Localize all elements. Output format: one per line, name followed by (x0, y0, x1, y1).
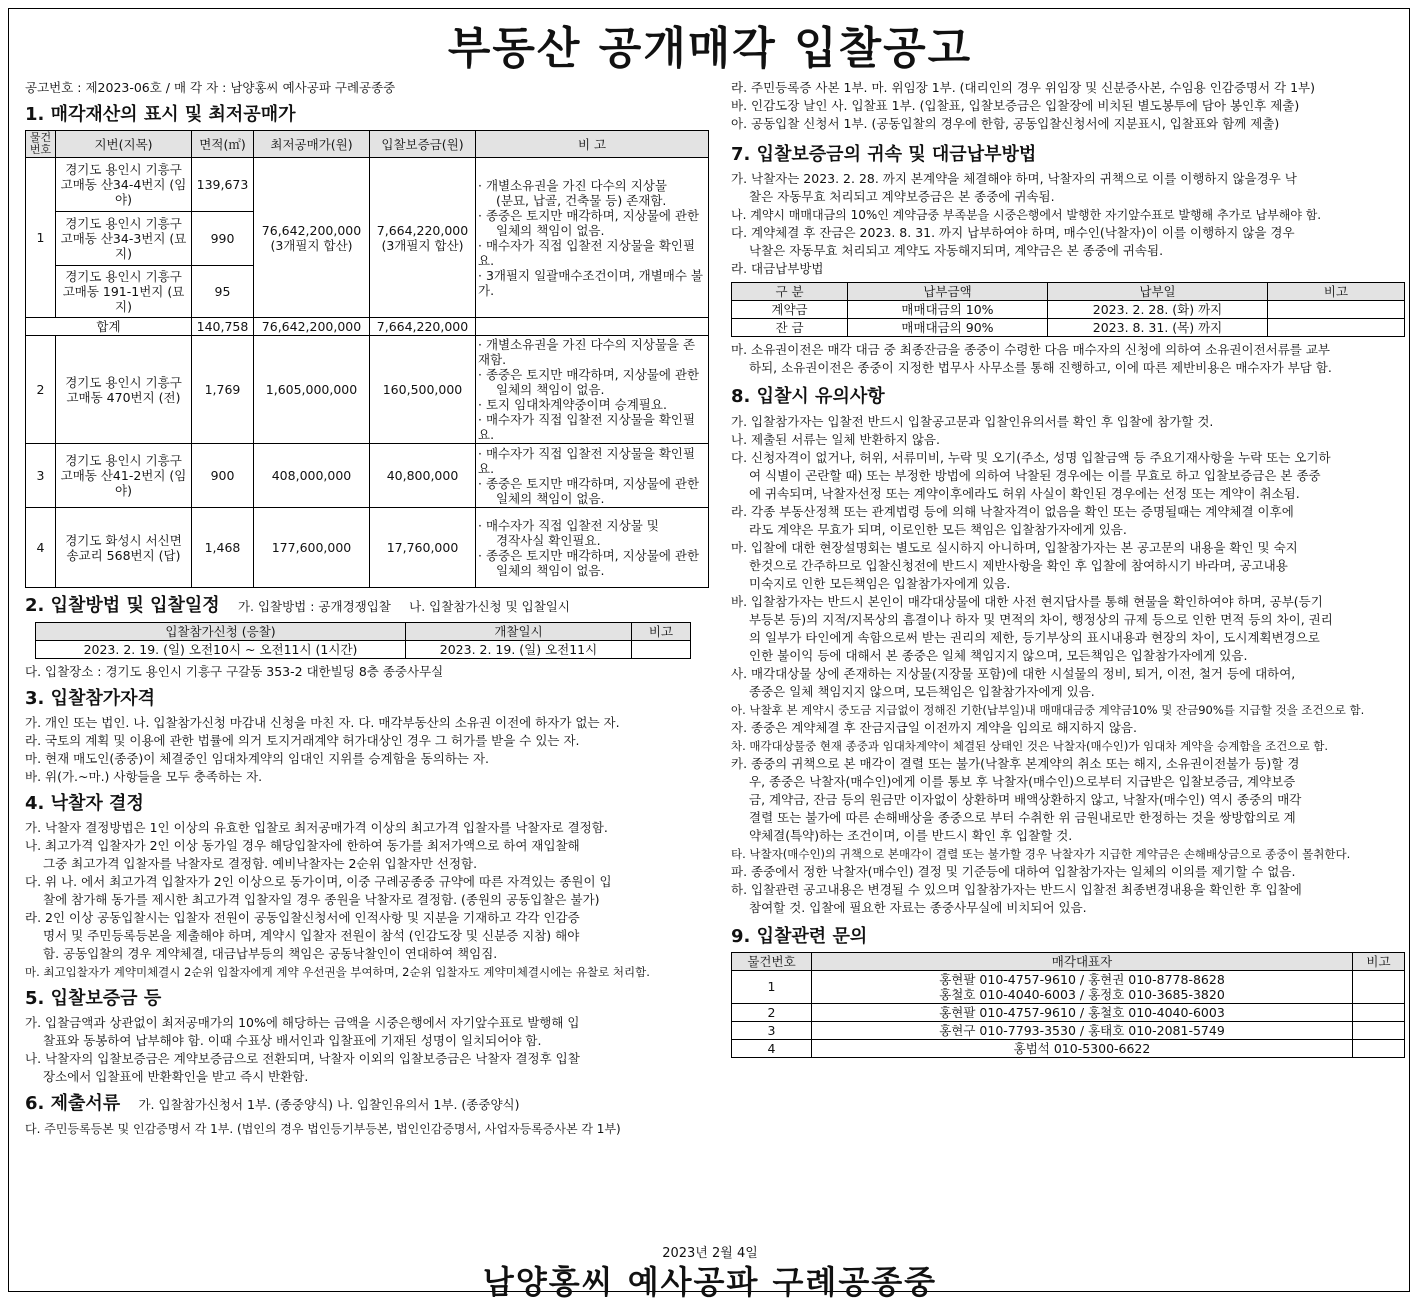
issuer-name: 남양홍씨 예사공파 구례공종중 (482, 1263, 938, 1301)
bid-method: 가. 입찰방법 : 공개경쟁입찰 (237, 599, 391, 615)
table-row (26, 336, 709, 444)
property-table-header (26, 131, 709, 158)
text-line: 마. 소유권이전은 매각 대금 중 최종잔금을 종중이 수령한 다음 매수자의 신청에 의하여 소유권이전서류를 교부 (731, 342, 1331, 358)
bid-schedule-table (35, 622, 691, 659)
item-no: 2 (26, 336, 56, 444)
text-line: 다. 신청자격이 없거나, 허위, 서류미비, 누락 및 오기(주소, 성명 입찰금액 등 주요기재사항을 누락 또는 오기하 (731, 449, 1331, 465)
text-line: 타. 낙찰자(매수인)의 귀책으로 본매각이 결렬 또는 불가할 경우 낙찰자가 지급한 계약금은 손해배상금으로 종중이 몰취한다. (731, 846, 1351, 861)
header-item-no: 물건번호 (26, 131, 56, 158)
note-line: · 종중은 토지만 매각하며, 지상물에 관한 (478, 475, 700, 491)
remark (632, 640, 691, 658)
lot-area: 1,769 (192, 336, 254, 444)
deposit: 40,800,000 (370, 444, 476, 508)
item-no: 2 (732, 1003, 812, 1021)
table-row (732, 301, 1405, 319)
amount: 매매대금의 10% (848, 301, 1048, 319)
text-line: 자. 종중은 계약체결 후 잔금지급일 이전까지 계약을 임의로 해지하지 않음. (731, 719, 1137, 735)
section-3-heading: 3. 입찰참가자격 (25, 687, 155, 709)
text-line: 종중은 일체 책임지지 않으며, 모든책임은 입찰참가자에게 있음. (749, 683, 1095, 699)
text-line: 마. 현재 매도인(종중)이 체결중인 임대차계약의 임대인 지위를 승계함을 동의하는 자. (25, 750, 490, 766)
note-line: (분묘, 납골, 건축물 등) 존재함. (496, 192, 667, 208)
header-representative: 매각대표자 (812, 952, 1353, 970)
text-line: 그중 최고가격 입찰자를 낙찰자로 결정함. 예비낙찰자는 2순위 입찰자만 선정함. (43, 856, 478, 872)
note-line: · 종중은 토지만 매각하며, 지상물에 관한 (478, 547, 700, 563)
text-line: 미숙지로 인한 모든책임은 입찰참가자에게 있음. (749, 575, 1011, 591)
text-line: 마. 입찰에 대한 현장설명회는 별도로 실시하지 아니하며, 입찰참가자는 본 공고문의 내용을 확인 및 숙지 (731, 539, 1298, 555)
text-line: 라. 각종 부동산정책 또는 관계법령 등에 의해 낙찰자격이 없음을 확인 또는 증명될때는 계약체결 이후에 (731, 503, 1294, 519)
text-line: 라. 2인 이상 공동입찰시는 입찰자 전원이 공동입찰신청서에 인적사항 및 지분을 기재하고 각각 인감증 (25, 910, 580, 926)
remark (1353, 1039, 1405, 1057)
text-line: 라. 주민등록증 사본 1부. 마. 위임장 1부. (대리인의 경우 위임장 및 신분증사본, 수임용 인감증명서 각 1부) (731, 80, 1316, 95)
text-line: 마. 최고입찰자가 계약미체결시 2순위 입찰자에게 계약 우선권을 부여하며, 2순위 입찰자도 계약미체결시에는 유찰로 처리함. (25, 965, 650, 980)
text-line: 찰에 참가해 동가를 제시한 최고가격 입찰자일 경우 종원을 낙찰자로 결정함. (종원의 공동입찰은 불가) (43, 892, 600, 908)
note-line: 일체의 책임이 없음. (496, 490, 605, 506)
header-due-date: 납부일 (1048, 283, 1268, 301)
category: 잔 금 (732, 319, 848, 337)
note-line: · 매수자가 직접 입찰전 지상물을 확인필요. (478, 412, 696, 443)
opening-time: 2023. 2. 19. (일) 오전11시 (406, 640, 632, 658)
item-notes (476, 158, 709, 318)
section-9-heading: 9. 입찰관련 문의 (731, 925, 868, 947)
lot-address: 경기도 용인시 기흥구 고매동 산41-2번지 (임야) (56, 444, 192, 508)
lot-area: 139,673 (192, 158, 254, 212)
min-price: 408,000,000 (254, 444, 370, 508)
lot-area: 95 (192, 266, 254, 318)
contact-line: 홍현구 010-7793-3530 / 홍태호 010-2081-5749 (939, 1022, 1225, 1038)
note-line: · 매수자가 직접 입찰전 지상물을 확인필요. (478, 445, 696, 476)
text-line: 차. 매각대상물중 현재 종중과 임대차계약이 체결된 상태인 것은 낙찰자(매수인)가 임대차 계약을 승계함을 조건으로 함. (731, 738, 1329, 753)
text-line: 가. 입찰참가자는 입찰전 반드시 입찰공고문과 입찰인유의서를 확인 후 입찰에 참가할 것. (731, 413, 1214, 429)
text-line: 찰은 자동무효 처리되고 계약보증금은 본 종중에 귀속됨. (749, 189, 1055, 205)
total-price: 76,642,200,000 (254, 318, 370, 336)
lot-address: 경기도 용인시 기흥구 고매동 470번지 (전) (56, 336, 192, 444)
contacts (812, 1003, 1353, 1021)
deposit: 17,760,000 (370, 508, 476, 588)
text-line: 결렬 또는 불가에 따른 손해배상을 종중으로 부터 수취한 위 금원내로만 한정하는 것을 쌍방합의로 계 (749, 809, 1296, 825)
item-no: 3 (732, 1021, 812, 1039)
amount: 매매대금의 90% (848, 319, 1048, 337)
text-line: 여 식별이 곤란할 때) 또는 부정한 방법에 의하여 낙찰된 경우에는 이를 무효로 하고 입찰보증금은 본 종중 (749, 467, 1321, 483)
min-price: 1,605,000,000 (254, 336, 370, 444)
remark (1353, 1021, 1405, 1039)
header-remark: 비고 (632, 622, 691, 640)
note-line: · 매수자가 직접 입찰전 지상물 및 (478, 517, 659, 533)
item-no: 4 (732, 1039, 812, 1057)
header-item-no: 물건번호 (732, 952, 812, 970)
lot-area: 990 (192, 212, 254, 266)
payment-table-header (732, 283, 1405, 301)
bid-place: 다. 입찰장소 : 경기도 용인시 기흥구 구갈동 353-2 대한빌딩 8층 종중사무실 (25, 663, 444, 679)
contacts (812, 1021, 1353, 1039)
text-line: 가. 입찰금액과 상관없이 최저공매가의 10%에 해당하는 금액을 시중은행에서 자기앞수표로 발행해 입 (25, 1015, 580, 1031)
text-line: 나. 제출된 서류는 일체 반환하지 않음. (731, 431, 940, 447)
header-remark: 비고 (1353, 952, 1405, 970)
contacts (812, 970, 1353, 1003)
min-price: 76,642,200,000 (3개필지 합산) (254, 158, 370, 318)
lot-address: 경기도 화성시 서신면 송교리 568번지 (답) (56, 508, 192, 588)
header-remark: 비고 (1268, 283, 1405, 301)
notice-frame (8, 8, 1410, 1301)
text-line: 나. 최고가격 입찰자가 2인 이상 동가일 경우 해당입찰자에 한하여 동가를 최저가액으로 하여 재입찰해 (25, 838, 580, 854)
header-application: 입찰참가신청 (응찰) (36, 622, 406, 640)
section-1-heading: 1. 매각재산의 표시 및 최저공매가 (25, 104, 296, 125)
contact-table (731, 952, 1405, 1058)
notice-meta: 공고번호 : 제2023-06호 / 매 각 자 : 남양홍씨 예사공파 구례공종중 (25, 80, 396, 95)
text-line: 인한 불이익 등에 대해서 본 종중은 일체 책임지지 않으며, 모든책임은 입찰참가자에게 있음. (749, 647, 1248, 663)
section-2-title: 2. 입찰방법 및 입찰일정 (25, 595, 220, 617)
header-min-price: 최저공매가(원) (254, 131, 370, 158)
item-notes (476, 444, 709, 508)
item-no: 1 (26, 158, 56, 318)
contacts (812, 1039, 1353, 1057)
lot-area: 900 (192, 444, 254, 508)
total-label: 합계 (26, 318, 192, 336)
remark (1353, 1003, 1405, 1021)
text-line: 바. 인감도장 날인 사. 입찰표 1부. (입찰표, 입찰보증금은 입찰장에 비치된 별도봉투에 담아 봉인후 제출) (731, 98, 1300, 113)
table-row (732, 319, 1405, 337)
category: 계약금 (732, 301, 848, 319)
text-line: 한것으로 간주하므로 입찰신청전에 반드시 제반사항을 확인 후 입찰에 참여하시기 바라며, 공고내용 (749, 557, 1288, 573)
header-area: 면적(㎡) (192, 131, 254, 158)
due-date: 2023. 8. 31. (목) 까지 (1048, 319, 1268, 337)
table-row (732, 970, 1405, 1003)
table-row (26, 508, 709, 588)
header-note: 비 고 (476, 131, 709, 158)
page-title: 부동산 공개매각 입찰공고 (447, 23, 973, 74)
header-amount: 납부금액 (848, 283, 1048, 301)
text-line: 바. 입찰참가자는 반드시 본인이 매각대상물에 대한 사전 현지답사를 통해 현물을 확인하여야 하며, 공부(등기 (731, 593, 1323, 609)
note-line: 일체의 책임이 없음. (496, 222, 605, 238)
text-line: 아. 낙찰후 본 계약시 중도금 지급없이 정해진 기한(납부일)내 매매대금중 계약금10% 및 잔금90%를 지급할 것을 조건으로 함. (731, 702, 1365, 717)
text-line: 함. 공동입찰의 경우 계약체결, 대금납부등의 책임은 공동낙찰인이 연대하여 책임짐. (43, 946, 498, 962)
section-7-heading: 7. 입찰보증금의 귀속 및 대금납부방법 (731, 144, 1037, 165)
table-row (732, 1021, 1405, 1039)
left-column (25, 79, 709, 1138)
remark (1353, 970, 1405, 1003)
section-6-title: 6. 제출서류 (25, 1093, 121, 1115)
note-line: 경작사실 확인필요. (496, 532, 601, 548)
text-line: 가. 낙찰자는 2023. 2. 28. 까지 본계약을 체결해야 하며, 낙찰자의 귀책으로 이를 이행하지 않을경우 낙 (731, 171, 1297, 187)
notice-date: 2023년 2월 4일 (662, 1246, 758, 1261)
text-line: 라. 국토의 계획 및 이용에 관한 법률에 의거 토지거래계약 허가대상인 경우 그 허가를 받을 수 있는 자. (25, 732, 580, 748)
text-line: 바. 위(가.~마.) 사항들을 모두 충족하는 자. (25, 768, 263, 784)
text-line: 명서 및 주민등록등본을 제출해야 하며, 계약시 입찰자 전원이 참석 (인감도장 및 신분증 지참) 해야 (43, 928, 580, 944)
item-no: 3 (26, 444, 56, 508)
note-line: · 토지 임대차계약중이며 승계필요. (478, 397, 667, 413)
section-5-heading: 5. 입찰보증금 등 (25, 988, 162, 1010)
due-date: 2023. 2. 28. (화) 까지 (1048, 301, 1268, 319)
table-row (732, 1003, 1405, 1021)
text-line: 하되, 소유권이전은 종중이 지정한 법무사 사무소를 통해 진행하고, 이에 따른 제반비용은 매수자가 부담 함. (749, 360, 1332, 376)
item-notes (476, 336, 709, 444)
header-deposit: 입찰보증금(원) (370, 131, 476, 158)
lot-address: 경기도 용인시 기흥구 고매동 191-1번지 (묘지) (56, 266, 192, 318)
text-line: 우, 종중은 낙찰자(매수인)에게 이를 통보 후 낙찰자(매수인)으로부터 지급받은 입찰보증금, 계약보증 (749, 773, 1296, 789)
text-line: 장소에서 입찰표에 반환확인을 받고 즉시 반환함. (43, 1069, 309, 1085)
item-notes (476, 508, 709, 588)
text-line: 부등본 등)의 지적/지목상의 흠결이나 하자 및 면적의 차이, 행정상의 규제 등으로 인한 면적 등의 차이, 권리 (749, 611, 1333, 627)
header-lot: 지번(지목) (56, 131, 192, 158)
text-line: 에 귀속되며, 낙찰자선정 또는 계약이후에라도 허위 사실이 확인된 경우에는 선정 또는 계약이 취소됨. (749, 485, 1300, 501)
note-line: · 개별소유권을 가진 다수의 지상물 (478, 177, 667, 193)
table-row (732, 1039, 1405, 1057)
text-line: 다. 계약체결 후 잔금은 2023. 8. 31. 까지 납부하여야 하며, 매수인(낙찰자)이 이를 이행하지 않을 경우 (731, 225, 1295, 241)
text-line: 가. 개인 또는 법인. 나. 입찰참가신청 마감내 신청을 마친 자. 다. 매각부동산의 소유권 이전에 하자가 없는 자. (25, 714, 620, 730)
item-no: 1 (732, 970, 812, 1003)
text-line: 파. 종중에서 정한 낙찰자(매수인) 결정 및 기준등에 대하여 입찰참가자는 일체의 이의를 제기할 수 없음. (731, 863, 1296, 879)
text-line: 나. 계약시 매매대금의 10%인 계약금중 부족분을 시중은행에서 발행한 자기앞수표로 발행해 추가로 납부해야 함. (731, 208, 1322, 223)
bid-schedule-label: 나. 입찰참가신청 및 입찰일시 (409, 599, 570, 615)
total-deposit: 7,664,220,000 (370, 318, 476, 336)
section-4-heading: 4. 낙찰자 결정 (25, 792, 144, 814)
note-line: · 종중은 토지만 매각하며, 지상물에 관한 (478, 207, 700, 223)
text-line: 찰표와 동봉하여 납부해야 함. 이때 수표상 배서인과 입찰표에 기재된 성명이 일치되어야 함. (43, 1033, 542, 1049)
note-line: 일체의 책임이 없음. (496, 562, 605, 578)
lot-area: 1,468 (192, 508, 254, 588)
contact-table-header (732, 952, 1405, 970)
deposit: 160,500,000 (370, 336, 476, 444)
text-line: 카. 종중의 귀책으로 본 매각이 결렬 또는 불가(낙찰후 본계약의 취소 또는 해지, 소유권이전불가 등)할 경 (731, 755, 1300, 771)
documents-a-b: 가. 입찰참가신청서 1부. (종중양식) 나. 입찰인유의서 1부. (종중양식) (138, 1097, 520, 1113)
text-line: 약체결(특약)하는 조건이며, 이를 반드시 확인 후 입찰할 것. (749, 827, 1073, 843)
note-line: · 매수자가 직접 입찰전 지상물을 확인필요. (478, 237, 696, 268)
contact-line: 홍현팔 010-4757-9610 / 홍현권 010-8778-8628 (939, 971, 1225, 987)
text-line: 의 일부가 타인에게 속함으로써 받는 권리의 제한, 등기부상의 표시내용과 현장의 차이, 도시계획변경으로 (749, 629, 1320, 645)
property-table (25, 130, 709, 588)
text-line: 참여할 것. 입찰에 필요한 자료는 종중사무실에 비치되어 있음. (749, 899, 1087, 915)
text-line: 라도 계약은 무효가 되며, 이로인한 모든 책임은 입찰참가자에게 있음. (749, 521, 1127, 537)
remark (1268, 319, 1405, 337)
lot-address: 경기도 용인시 기흥구 고매동 산34-3번지 (묘지) (56, 212, 192, 266)
note-line: · 개별소유권을 가진 다수의 지상물을 존재함. (478, 337, 696, 368)
header-opening: 개찰일시 (406, 622, 632, 640)
contact-line: 홍철호 010-4040-6003 / 홍정호 010-3685-3820 (939, 986, 1225, 1002)
right-column (731, 79, 1405, 1058)
text-line: 가. 낙찰자 결정방법은 1인 이상의 유효한 입찰로 최저공매가격 이상의 최고가격 입찰자를 낙찰자로 결정함. (25, 820, 608, 836)
note-line: 일체의 책임이 없음. (496, 382, 605, 398)
table-row (36, 640, 691, 658)
text-line: 낙찰은 자동무효 처리되고 계약도 자동해지되며, 계약금은 본 종중에 귀속됨. (749, 243, 1164, 259)
bid-schedule-header (36, 622, 691, 640)
total-area: 140,758 (192, 318, 254, 336)
text-line: 라. 대금납부방법 (731, 261, 824, 277)
table-row-total (26, 318, 709, 336)
contact-line: 홍현팔 010-4757-9610 / 홍철호 010-4040-6003 (939, 1004, 1225, 1020)
text-line: 금, 계약금, 잔금 등의 원금만 이자없이 상환하며 배액상환하지 않고, 낙찰자(매수인) 역시 종중의 매각 (749, 791, 1302, 807)
table-row (26, 444, 709, 508)
total-note (476, 318, 709, 336)
text-line: 사. 매각대상물 상에 존재하는 지상물(지장물 포함)에 대한 시설물의 정비, 퇴거, 이전, 철거 등에 대하여, (731, 665, 1296, 681)
text-line: 다. 주민등록등본 및 인감증명서 각 1부. (법인의 경우 법인등기부등본, 법인인감증명서, 사업자등록증사본 각 1부) (25, 1121, 621, 1136)
note-line: · 3개필지 일괄매수조건이며, 개별매수 불가. (478, 267, 703, 298)
contact-line: 홍범석 010-5300-6622 (1013, 1040, 1151, 1056)
min-price: 177,600,000 (254, 508, 370, 588)
text-line: 아. 공동입찰 신청서 1부. (공동입찰의 경우에 한함, 공동입찰신청서에 지분표시, 입찰표와 함께 제출) (731, 116, 1280, 131)
section-6-heading (25, 1092, 709, 1116)
remark (1268, 301, 1405, 319)
application-time: 2023. 2. 19. (일) 오전10시 ~ 오전11시 (1시간) (36, 640, 406, 658)
table-row (26, 158, 709, 212)
section-8-heading: 8. 입찰시 유의사항 (731, 386, 885, 408)
text-line: 하. 입찰관련 공고내용은 변경될 수 있으며 입찰참가자는 반드시 입찰전 최종변경내용을 확인한 후 입찰에 (731, 881, 1302, 897)
payment-table (731, 282, 1405, 337)
text-line: 다. 위 나. 에서 최고가격 입찰자가 2인 이상으로 동가이며, 이중 구례공종중 규약에 따른 자격있는 종원이 입 (25, 874, 612, 890)
header-category: 구 분 (732, 283, 848, 301)
note-line: · 종중은 토지만 매각하며, 지상물에 관한 (478, 367, 700, 383)
deposit: 7,664,220,000 (3개필지 합산) (370, 158, 476, 318)
item-no: 4 (26, 508, 56, 588)
lot-address: 경기도 용인시 기흥구 고매동 산34-4번지 (임야) (56, 158, 192, 212)
text-line: 나. 낙찰자의 입찰보증금은 계약보증금으로 전환되며, 낙찰자 이외의 입찰보증금은 낙찰자 결정후 입찰 (25, 1051, 580, 1067)
section-2-heading (25, 594, 709, 618)
